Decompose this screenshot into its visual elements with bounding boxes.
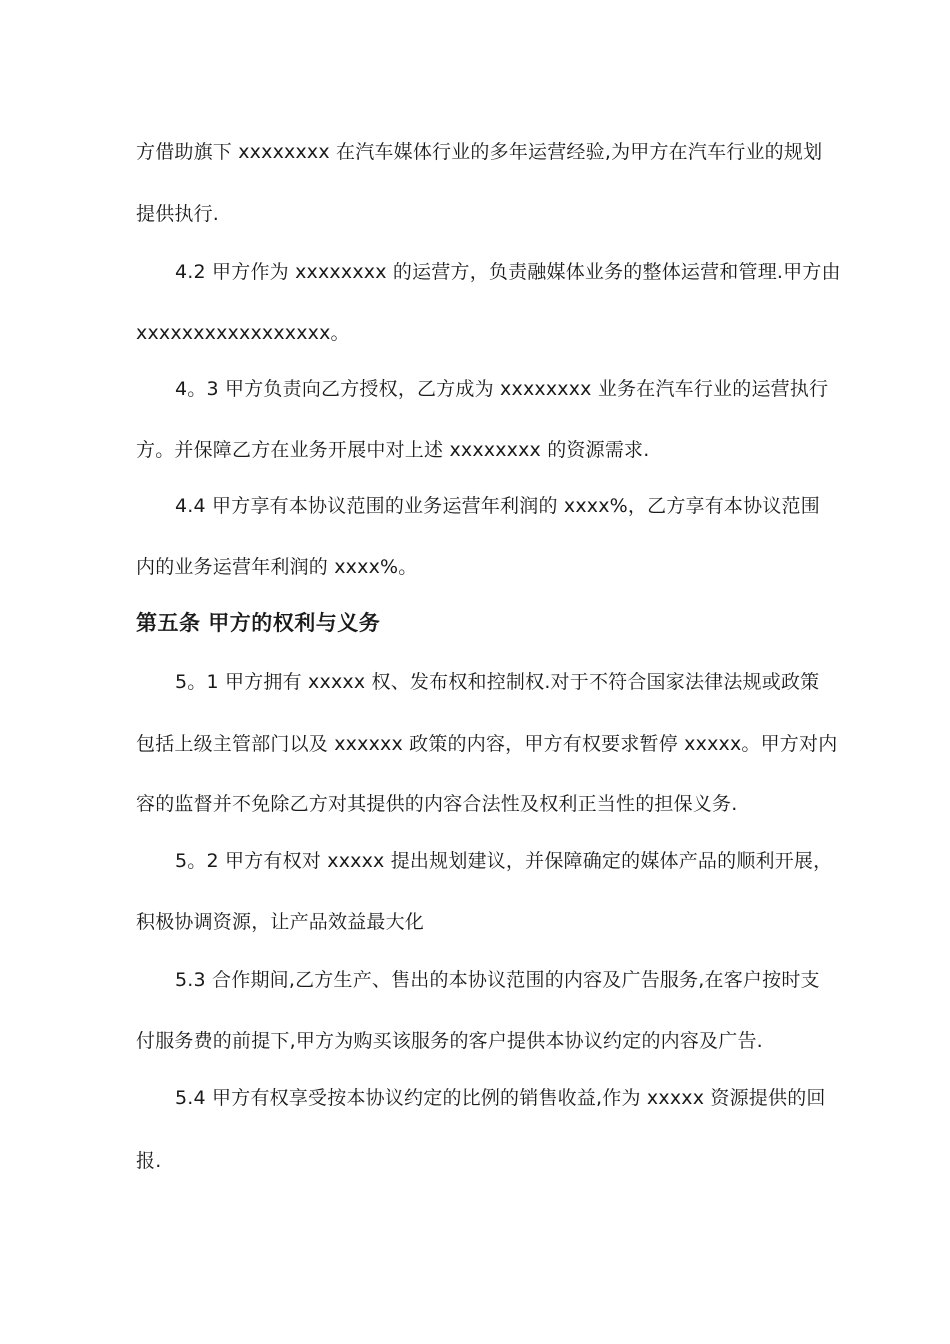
paragraph-line: 5.4 甲方有权享受按本协议约定的比例的销售收益,作为 xxxxx 资源提供的回 <box>175 1087 826 1109</box>
paragraph-line: 5。1 甲方拥有 xxxxx 权、发布权和控制权.对于不符合国家法律法规或政策 <box>175 671 820 693</box>
section-heading: 第五条 甲方的权利与义务 <box>136 611 381 635</box>
paragraph-line: 包括上级主管部门以及 xxxxxx 政策的内容，甲方有权要求暂停 xxxxx。甲方对内 <box>136 733 838 755</box>
paragraph-line: 4.2 甲方作为 xxxxxxxx 的运营方，负责融媒体业务的整体运营和管理.甲方由 <box>175 261 841 283</box>
paragraph-line: 4.4 甲方享有本协议范围的业务运营年利润的 xxxx%，乙方享有本协议范围 <box>175 495 820 517</box>
paragraph-line: 5.3 合作期间,乙方生产、售出的本协议范围的内容及广告服务,在客户按时支 <box>175 969 820 991</box>
paragraph-line: 方。并保障乙方在业务开展中对上述 xxxxxxxx 的资源需求. <box>136 439 650 461</box>
paragraph-line: 付服务费的前提下,甲方为购买该服务的客户提供本协议约定的内容及广告. <box>136 1030 763 1052</box>
paragraph-line: 4。3 甲方负责向乙方授权，乙方成为 xxxxxxxx 业务在汽车行业的运营执行 <box>175 378 829 400</box>
paragraph-line: 提供执行. <box>136 203 220 225</box>
paragraph-line: 容的监督并不免除乙方对其提供的内容合法性及权利正当性的担保义务. <box>136 793 738 815</box>
paragraph-line: 5。2 甲方有权对 xxxxx 提出规划建议，并保障确定的媒体产品的顺利开展， <box>175 850 833 872</box>
paragraph-line: 方借助旗下 xxxxxxxx 在汽车媒体行业的多年运营经验,为甲方在汽车行业的规划 <box>136 141 823 163</box>
paragraph-line: 积极协调资源，让产品效益最大化 <box>136 911 425 933</box>
paragraph-line: xxxxxxxxxxxxxxxxx。 <box>136 322 350 344</box>
paragraph-line: 报. <box>136 1150 162 1172</box>
paragraph-line: 内的业务运营年利润的 xxxx%。 <box>136 556 418 578</box>
